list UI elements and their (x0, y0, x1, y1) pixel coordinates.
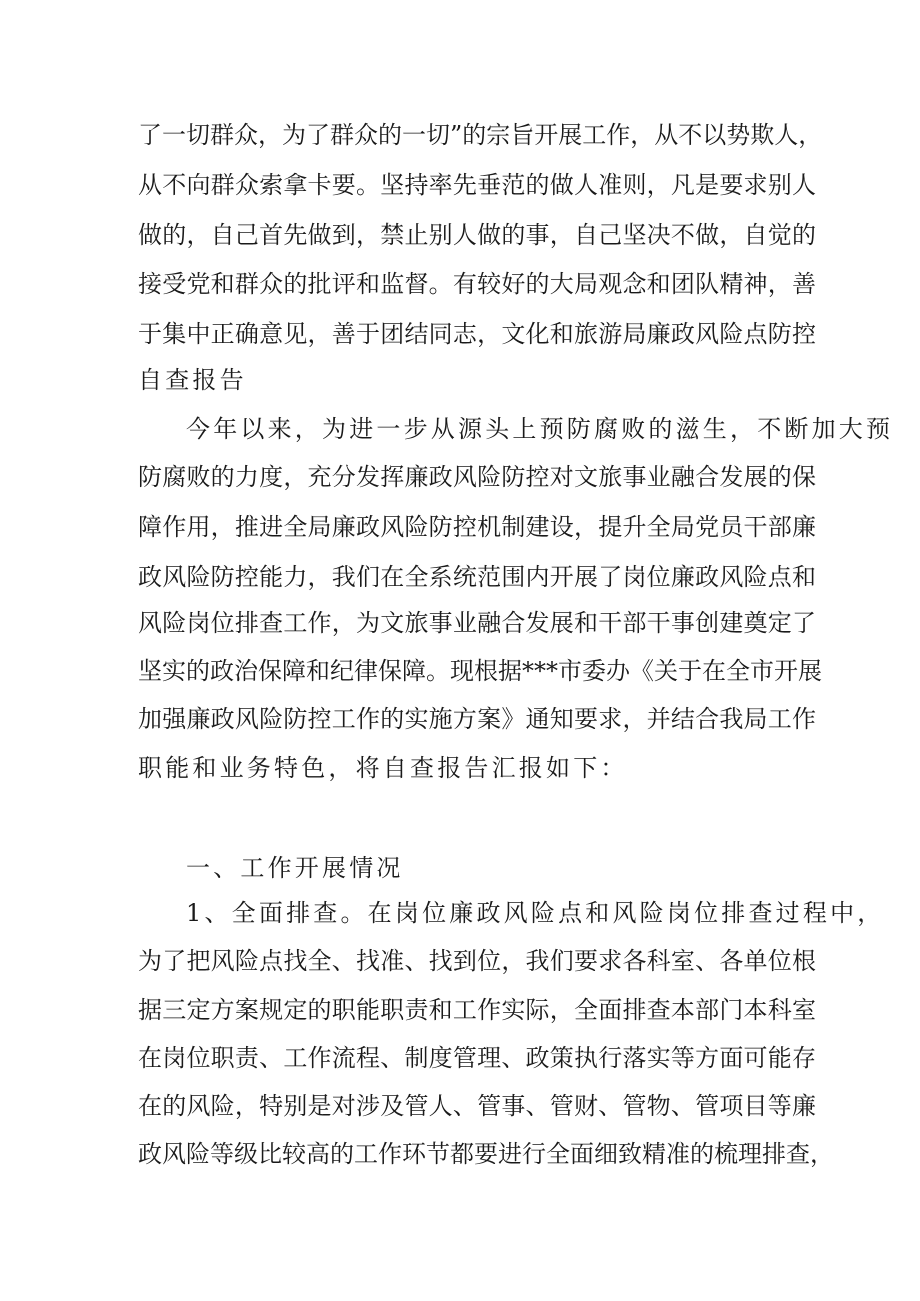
paragraph-line: 1、全面排查。在岗位廉政风险点和风险岗位排查过程中， (186, 899, 885, 927)
paragraph-line: 今年以来，为进一步从源头上预防腐败的滋生，不断加大预 (186, 415, 894, 443)
paragraph-line: 在的风险，特别是对涉及管人、管事、管财、管物、管项目等廉 (138, 1092, 816, 1120)
paragraph-line: 于集中正确意见，善于团结同志，文化和旅游局廉政风险点防控 (138, 320, 816, 348)
paragraph-line: 障作用，推进全局廉政风险防控机制建设，提升全局党员干部廉 (138, 513, 816, 541)
paragraph-line: 政风险防控能力，我们在全系统范围内开展了岗位廉政风险点和 (138, 563, 816, 591)
paragraph-line: 从不向群众索拿卡要。坚持率先垂范的做人准则，凡是要求别人 (138, 171, 816, 199)
paragraph-line: 了一切群众，为了群众的一切”的宗旨开展工作，从不以势欺人， (138, 121, 823, 149)
paragraph-line: 接受党和群众的批评和监督。有较好的大局观念和团队精神，善 (138, 270, 816, 298)
paragraph-line: 为了把风险点找全、找准、找到位，我们要求各科室、各单位根 (138, 947, 816, 975)
paragraph-line: 职能和业务特色，将自查报告汇报如下： (138, 754, 628, 782)
paragraph-line: 坚实的政治保障和纪律保障。现根据***市委办《关于在全市开展 (138, 657, 822, 685)
section-heading: 一、工作开展情况 (186, 854, 404, 882)
paragraph-line: 防腐败的力度，充分发挥廉政风险防控对文旅事业融合发展的保 (138, 463, 816, 491)
paragraph-line: 自查报告 (138, 366, 247, 394)
paragraph-line: 加强廉政风险防控工作的实施方案》通知要求，并结合我局工作 (138, 705, 816, 733)
paragraph-line: 在岗位职责、工作流程、制度管理、政策执行落实等方面可能存 (138, 1044, 816, 1072)
paragraph-line: 风险岗位排查工作，为文旅事业融合发展和干部干事创建奠定了 (138, 609, 816, 637)
paragraph-line: 据三定方案规定的职能职责和工作实际，全面排查本部门本科室 (138, 996, 816, 1024)
paragraph-line: 政风险等级比较高的工作环节都要进行全面细致精准的梳理排查， (138, 1140, 834, 1168)
paragraph-line: 做的，自己首先做到，禁止别人做的事，自己坚决不做，自觉的 (138, 221, 816, 249)
